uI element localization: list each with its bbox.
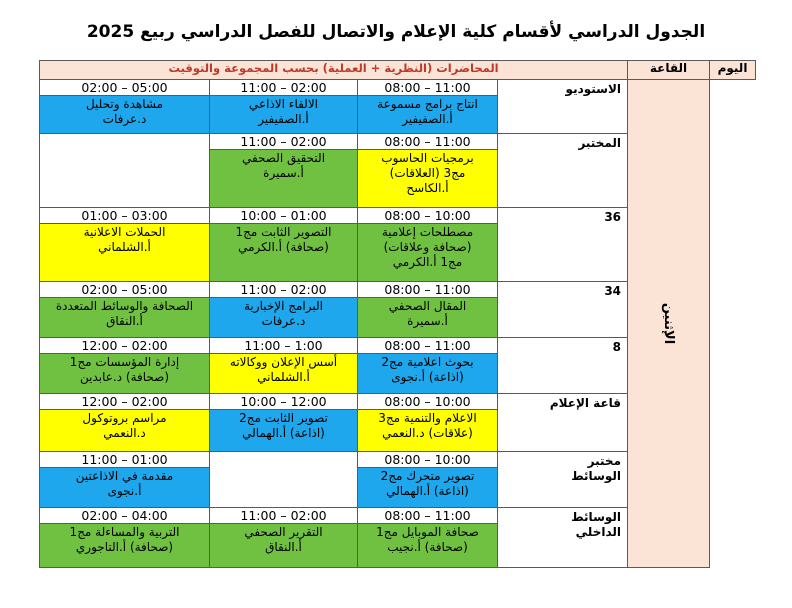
course-info [210, 224, 357, 255]
course-info [40, 354, 209, 385]
room-cell [498, 80, 628, 134]
course-info [358, 354, 497, 385]
room-header: القاعة [628, 61, 710, 80]
time-slot: 11:00 – 01:00 [40, 452, 209, 468]
schedule-cell [358, 394, 498, 452]
room-name: المختبر [578, 136, 622, 150]
course-name: مراسم بروتوكول [82, 411, 167, 425]
schedule-cell [358, 452, 498, 508]
course-info [40, 96, 209, 127]
schedule-cell [40, 338, 210, 394]
room-name: قاعة الإعلام [549, 396, 622, 410]
time-slot: 08:00 – 11:00 [358, 338, 497, 354]
room-name: الاستوديو [565, 82, 622, 96]
course-detail: (صحافة) أ.التاجوري [75, 540, 174, 554]
course-detail: أ.الشلماني [257, 370, 310, 384]
schedule-cell [40, 80, 210, 134]
time-slot: 08:00 – 11:00 [358, 282, 497, 298]
schedule-cell [210, 338, 358, 394]
room-cell [498, 508, 628, 568]
course-detail: د.عرفات [261, 314, 306, 328]
time-slot: 02:00 – 04:00 [40, 508, 209, 524]
day-cell [628, 80, 710, 568]
header-row [40, 61, 756, 80]
schedule-row [40, 80, 756, 134]
schedule-cell [358, 80, 498, 134]
schedule-cell [40, 282, 210, 338]
page-title: الجدول الدراسي لأقسام كلية الإعلام والاتصال للفصل الدراسي ربيع 2025 [86, 22, 706, 42]
course-info [210, 96, 357, 127]
course-info [40, 524, 209, 555]
course-info [358, 96, 497, 127]
course-info [210, 524, 357, 555]
room-cell [498, 452, 628, 508]
course-name: تصوير متحرك مج2 [380, 469, 475, 483]
schedule-cell [210, 282, 358, 338]
room-cell [498, 394, 628, 452]
course-detail: (صحافة) أ.الكرمي [238, 240, 329, 254]
schedule-cell [40, 394, 210, 452]
course-detail: د.عرفات [102, 112, 147, 126]
course-detail: أ.الصفيفير [402, 112, 453, 126]
time-slot: 10:00 – 01:00 [210, 208, 357, 224]
course-detail: (صحافة) أ.نجيب [387, 540, 468, 554]
course-detail: (علاقات) د.النعمي [382, 426, 473, 440]
schedule-cell [210, 208, 358, 282]
course-info [358, 524, 497, 555]
day-header: اليوم [710, 61, 756, 80]
course-detail: (اذاعة) أ.الهمالي [386, 484, 469, 498]
time-slot: 08:00 – 11:00 [358, 134, 497, 150]
time-slot: 12:00 – 02:00 [40, 394, 209, 410]
course-info [40, 298, 209, 329]
time-slot: 08:00 – 11:00 [358, 80, 497, 96]
course-name: مصطلحات إعلامية [381, 225, 474, 239]
schedule-cell [358, 282, 498, 338]
lectures-header: المحاضرات (النظرية + العملية) بحسب المجموعة والتوقيت [40, 61, 628, 80]
course-detail: أ.سميرة [407, 314, 448, 328]
course-info [40, 224, 209, 255]
course-detail: (اذاعة) أ.الهمالي [242, 426, 325, 440]
course-detail: أ.النقاق [106, 314, 143, 328]
course-info [358, 150, 497, 196]
course-name: المقال الصحفي [388, 299, 467, 313]
room-name: مختبر [587, 454, 622, 468]
time-slot: 12:00 – 02:00 [40, 338, 209, 354]
course-detail: (صحافة وعلاقات) [383, 240, 472, 254]
course-name: التربية والمساءلة مج1 [69, 525, 180, 539]
course-name: بحوث اعلامية مج2 [381, 355, 474, 369]
room-cell [498, 282, 628, 338]
room-name: 34 [604, 284, 622, 298]
course-name: إدارة المؤسسات مج1 [69, 355, 180, 369]
schedule-cell [40, 452, 210, 508]
course-detail: أ.الشلماني [98, 240, 151, 254]
course-name: الالقاء الاذاعي [248, 97, 319, 111]
time-slot: 08:00 – 10:00 [358, 394, 497, 410]
course-detail: مج1 أ.الكرمي [392, 255, 463, 269]
course-name: التحقيق الصحفي [241, 151, 326, 165]
room-name: الداخلي [575, 525, 622, 539]
time-slot: 08:00 – 11:00 [358, 508, 497, 524]
course-detail: (صحافة) د.عابدين [79, 370, 170, 384]
course-detail: أ.نجوى [107, 484, 142, 498]
schedule-cell [40, 208, 210, 282]
course-detail: أ.الكاسح [406, 181, 449, 195]
room-name: الوسائط [571, 469, 622, 483]
course-detail: (اذاعة) أ.نجوى [391, 370, 464, 384]
schedule-cell [40, 508, 210, 568]
room-name: الوسائط [571, 510, 622, 524]
time-slot: 10:00 – 12:00 [210, 394, 357, 410]
course-info [210, 298, 357, 329]
schedule-cell [210, 134, 358, 208]
course-info [210, 354, 357, 385]
course-info [358, 298, 497, 329]
time-slot: 11:00 – 1:00 [210, 338, 357, 354]
room-cell [498, 208, 628, 282]
course-info [210, 410, 357, 441]
course-info [210, 150, 357, 181]
time-slot: 11:00 – 02:00 [210, 282, 357, 298]
time-slot: 11:00 – 02:00 [210, 508, 357, 524]
course-name: انتاج برامج مسموعة [377, 97, 478, 111]
schedule-cell [40, 134, 210, 208]
course-name: التقرير الصحفي [244, 525, 323, 539]
day-label: الإثنين [661, 302, 677, 345]
schedule-cell [358, 134, 498, 208]
schedule-cell [358, 338, 498, 394]
course-info [358, 410, 497, 441]
time-slot: 11:00 – 02:00 [210, 134, 357, 150]
course-info [40, 410, 209, 441]
room-name: 8 [612, 340, 622, 354]
time-slot: 01:00 – 03:00 [40, 208, 209, 224]
course-info [358, 468, 497, 499]
course-detail: مج3 (العلاقات) [389, 166, 466, 180]
course-info [358, 224, 497, 270]
time-slot: 11:00 – 02:00 [210, 80, 357, 96]
course-info [40, 468, 209, 499]
course-name: تصوير الثابت مج2 [239, 411, 328, 425]
time-slot: 02:00 – 05:00 [40, 282, 209, 298]
course-name: مقدمة في الاذاعتين [75, 469, 174, 483]
time-slot: 08:00 – 10:00 [358, 208, 497, 224]
course-name: أسس الإعلان ووكالاته [229, 355, 338, 369]
course-name: التصوير الثابت مج1 [235, 225, 332, 239]
schedule-cell [210, 508, 358, 568]
schedule-cell [358, 208, 498, 282]
room-cell [498, 134, 628, 208]
course-name: الصحافة والوسائط المتعددة [55, 299, 194, 313]
course-name: صحافة الموبايل مج1 [376, 525, 479, 539]
course-detail: د.النعمي [103, 426, 146, 440]
schedule-cell [210, 80, 358, 134]
room-name: 36 [604, 210, 622, 224]
course-name: البرامج الإخبارية [244, 299, 323, 313]
course-name: الحملات الاعلانية [83, 225, 166, 239]
course-name: برمجيات الحاسوب [381, 151, 474, 165]
course-detail: أ.سميرة [263, 166, 304, 180]
schedule-cell [358, 508, 498, 568]
course-name: الاعلام والتنمية مج3 [378, 411, 477, 425]
course-detail: أ.الصفيفير [258, 112, 309, 126]
room-cell [498, 338, 628, 394]
schedule-cell [210, 394, 358, 452]
schedule-table [39, 60, 756, 568]
time-slot: 08:00 – 10:00 [358, 452, 497, 468]
schedule-cell [210, 452, 358, 508]
time-slot: 02:00 – 05:00 [40, 80, 209, 96]
course-detail: أ.النقاق [265, 540, 302, 554]
course-name: مشاهدة وتحليل [85, 97, 164, 111]
